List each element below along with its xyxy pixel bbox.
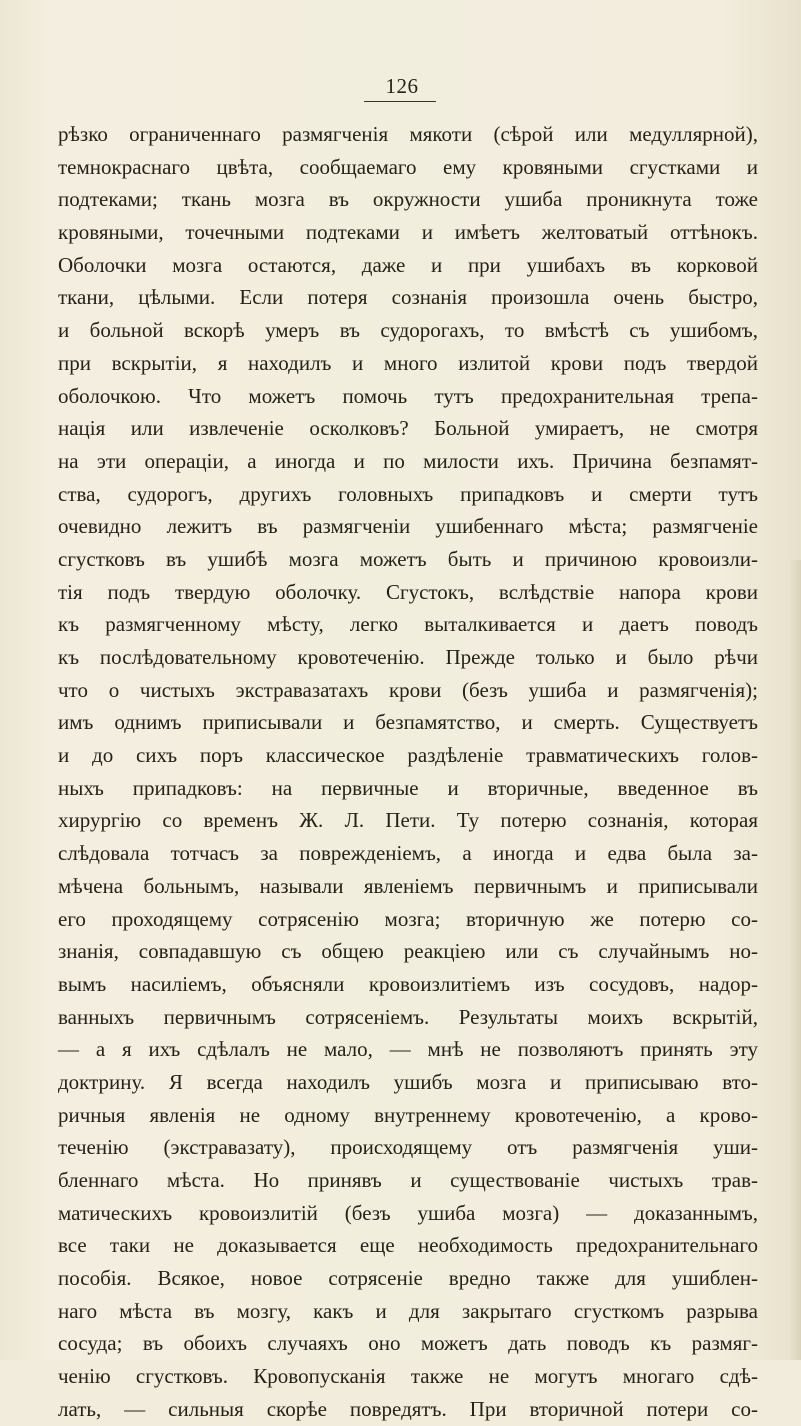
text-line: нація или извлеченіе осколковъ? Больной умираетъ, не смотря: [58, 416, 758, 441]
text-line: и больной вскорѣ умеръ въ судорогахъ, то вмѣстѣ съ ушибомъ,: [58, 318, 758, 343]
text-line: что о чистыхъ экстравазатахъ крови (безъ ушиба и размягченія);: [58, 677, 758, 702]
text-line: на эти операціи, а иногда и по милости ихъ. Причина безпамят-: [58, 448, 758, 473]
text-line: доктрину. Я всегда находилъ ушибъ мозга и приписываю вто-: [58, 1069, 758, 1094]
text-line: хирургію со временъ Ж. Л. Пети. Ту потерю сознанія, которая: [58, 808, 758, 833]
text-line: ричныя явленія не одному внутреннему кровотеченію, а крово-: [58, 1102, 758, 1127]
text-line: наго мѣста въ мозгу, какъ и для закрытаго сгусткомъ разрыва: [58, 1298, 758, 1323]
text-line: ства, судорогъ, другихъ головныхъ припадковъ и смерти тутъ: [58, 481, 758, 506]
text-line: мѣчена больнымъ, называли явленіемъ первичнымъ и приписывали: [58, 873, 758, 898]
text-line: имъ однимъ приписывали и безпамятство, и смерть. Существуетъ: [58, 710, 758, 735]
text-line: къ размягченному мѣсту, легко выталкивается и даетъ поводъ: [58, 612, 758, 637]
text-line: и до сихъ поръ классическое раздѣленіе травматическихъ голов-: [58, 743, 758, 768]
page-number: 126: [385, 74, 419, 98]
text-line: рѣзко ограниченнаго размягченія мякоти (сѣрой или медуллярной),: [58, 122, 758, 146]
body-text: [58, 118, 758, 1426]
text-line: лать, — сильныя скорѣе повредятъ. При вторичной потери со-: [58, 1396, 758, 1421]
text-line: сгустковъ въ ушибѣ мозга можетъ быть и причиною кровоизли-: [58, 546, 758, 571]
text-line: ванныхъ первичнымъ сотрясеніемъ. Результаты моихъ вскрытій,: [58, 1004, 758, 1029]
page-number-underline: [364, 101, 436, 102]
text-line: къ послѣдовательному кровотеченію. Прежде только и было рѣчи: [58, 645, 758, 669]
text-line: — а я ихъ сдѣлалъ не мало, — мнѣ не позволяютъ принять эту: [58, 1037, 758, 1062]
text-line: при вскрытіи, я находилъ и много излитой крови подъ твердой: [58, 350, 758, 375]
text-line: матическихъ кровоизлитій (безъ ушиба мозга) — доказаннымъ,: [58, 1200, 758, 1225]
text-line: теченію (экстравазату), происходящему отъ размягченія уши-: [58, 1135, 758, 1160]
page-edge-shadow: [789, 560, 801, 1360]
text-line: очевидно лежитъ въ размягченіи ушибеннаго мѣста; размягченіе: [58, 514, 758, 539]
text-line: его проходящему сотрясенію мозга; вторичную же потерю со-: [58, 906, 758, 931]
text-line: знанія, совпадавшую съ общею реакціею или съ случайнымъ но-: [58, 939, 758, 964]
text-line: ченію сгустковъ. Кровопусканія также не могутъ многаго сдѣ-: [58, 1364, 758, 1389]
text-line: оболочкою. Что можетъ помочь тутъ предохранительная трепа-: [58, 383, 758, 408]
text-line: пособія. Всякое, новое сотрясеніе вредно также для ушиблен-: [58, 1266, 758, 1291]
text-line: Оболочки мозга остаются, даже и при ушибахъ въ корковой: [58, 252, 758, 277]
text-line: подтеками; ткань мозга въ окружности ушиба проникнута тоже: [58, 187, 758, 212]
text-line: тія подъ твердую оболочку. Сгустокъ, вслѣдствіе напора крови: [58, 579, 758, 604]
text-line: слѣдовала тотчасъ за поврежденіемъ, а иногда и едва была за-: [58, 841, 758, 866]
text-line: все таки не доказывается еще необходимость предохранительнаго: [58, 1233, 758, 1258]
text-line: ныхъ припадковъ: на первичные и вторичные, введенное въ: [58, 775, 758, 800]
text-line: темнокраснаго цвѣта, сообщаемаго ему кровяными сгустками и: [58, 154, 758, 179]
text-line: вымъ насиліемъ, объясняли кровоизлитіемъ изъ сосудовъ, надор-: [58, 971, 758, 996]
text-line: бленнаго мѣста. Но принявъ и существованіе чистыхъ трав-: [58, 1168, 758, 1192]
text-line: сосуда; въ обоихъ случаяхъ оно можетъ дать поводъ къ размяг-: [58, 1331, 758, 1356]
text-line: кровяными, точечными подтеками и имѣетъ желтоватый оттѣнокъ.: [58, 220, 758, 245]
text-line: ткани, цѣлыми. Если потеря сознанія произошла очень быстро,: [58, 285, 758, 310]
